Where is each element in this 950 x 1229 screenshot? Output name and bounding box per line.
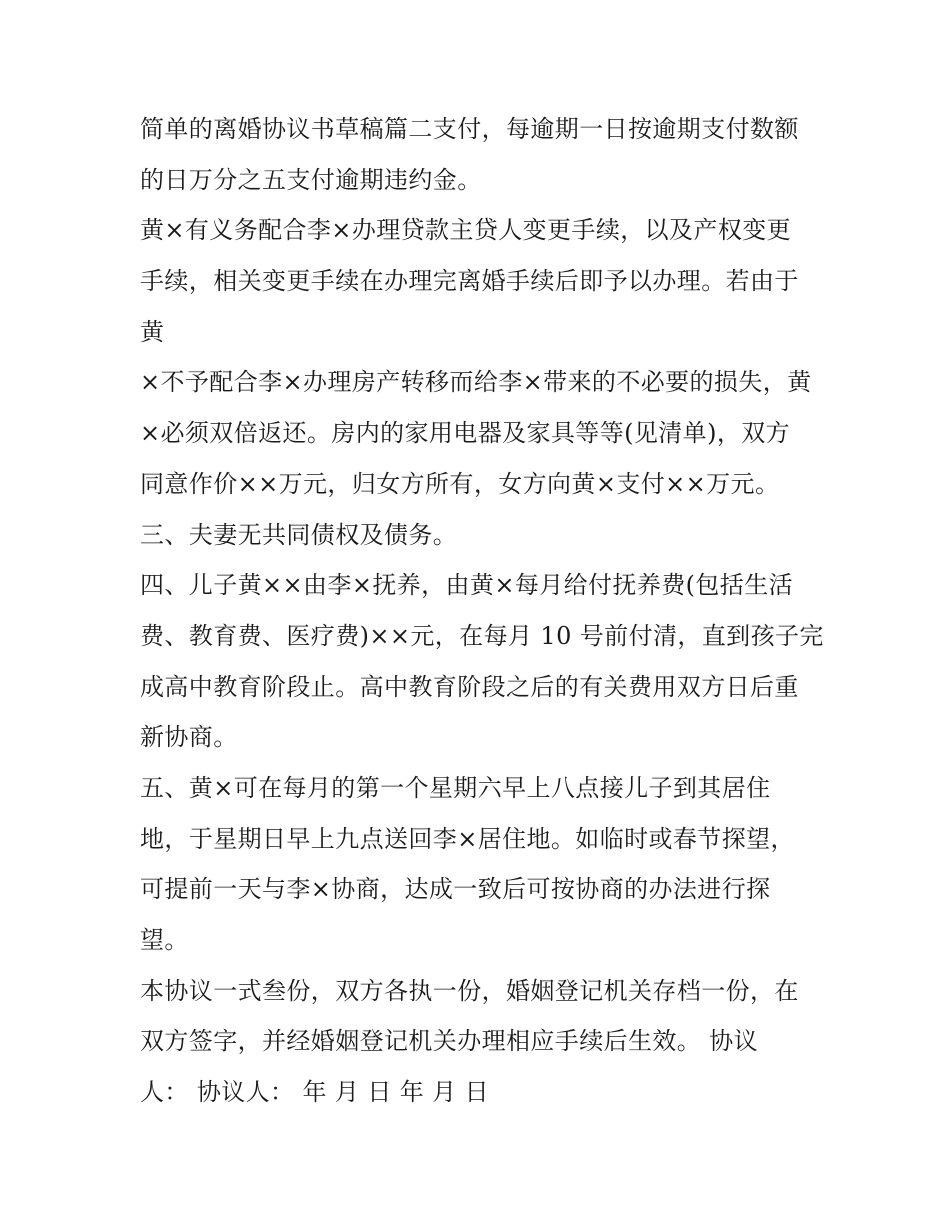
text-line: 三、夫妻无共同债权及债务。 bbox=[140, 520, 458, 549]
text-line: ×必须双倍返还。房内的家用电器及家具等等(见清单)，双方 bbox=[140, 419, 791, 448]
text-line: ×不予配合李×办理房产转移而给李×带来的不必要的损失，黄 bbox=[140, 368, 812, 397]
text-line: 本协议一式叁份，双方各执一份，婚姻登记机关存档一份，在 bbox=[140, 976, 799, 1005]
text-line: 地，于星期日早上九点送回李×居住地。如临时或春节探望， bbox=[140, 824, 795, 853]
text-line: 简单的离婚协议书草稿篇二支付，每逾期一日按逾期支付数额 bbox=[140, 115, 799, 143]
text-line: 黄×有义务配合李×办理贷款主贷人变更手续，以及产权变更 bbox=[140, 216, 792, 245]
text-line: 人： 协议人： 年 月 日 年 月 日 bbox=[140, 1078, 490, 1107]
text-line: 的日万分之五支付逾期违约金。 bbox=[140, 165, 482, 194]
text-line: 可提前一天与李×协商，达成一致后可按协商的办法进行探 bbox=[140, 875, 771, 904]
text-line: 同意作价××万元，归女方所有，女方向黄×支付××万元。 bbox=[140, 469, 780, 498]
text-line: 成高中教育阶段止。高中教育阶段之后的有关费用双方日后重 bbox=[140, 672, 799, 701]
text-line: 双方签字，并经婚姻登记机关办理相应手续后生效。 协议 bbox=[140, 1027, 759, 1056]
text-line: 费、教育费、医疗费)××元，在每月 10 号前付清，直到孩子完 bbox=[140, 621, 824, 650]
document-body bbox=[140, 104, 824, 1118]
text-line: 望。 bbox=[140, 926, 189, 954]
text-line: 新协商。 bbox=[140, 723, 238, 752]
text-line: 黄 bbox=[140, 317, 165, 346]
text-line: 五、黄×可在每月的第一个星期六早上八点接儿子到其居住 bbox=[140, 773, 771, 802]
text-line: 四、儿子黄××由李×抚养，由黄×每月给付抚养费(包括生活 bbox=[140, 571, 793, 600]
text-line: 手续，相关变更手续在办理完离婚手续后即予以办理。若由于 bbox=[140, 267, 799, 296]
